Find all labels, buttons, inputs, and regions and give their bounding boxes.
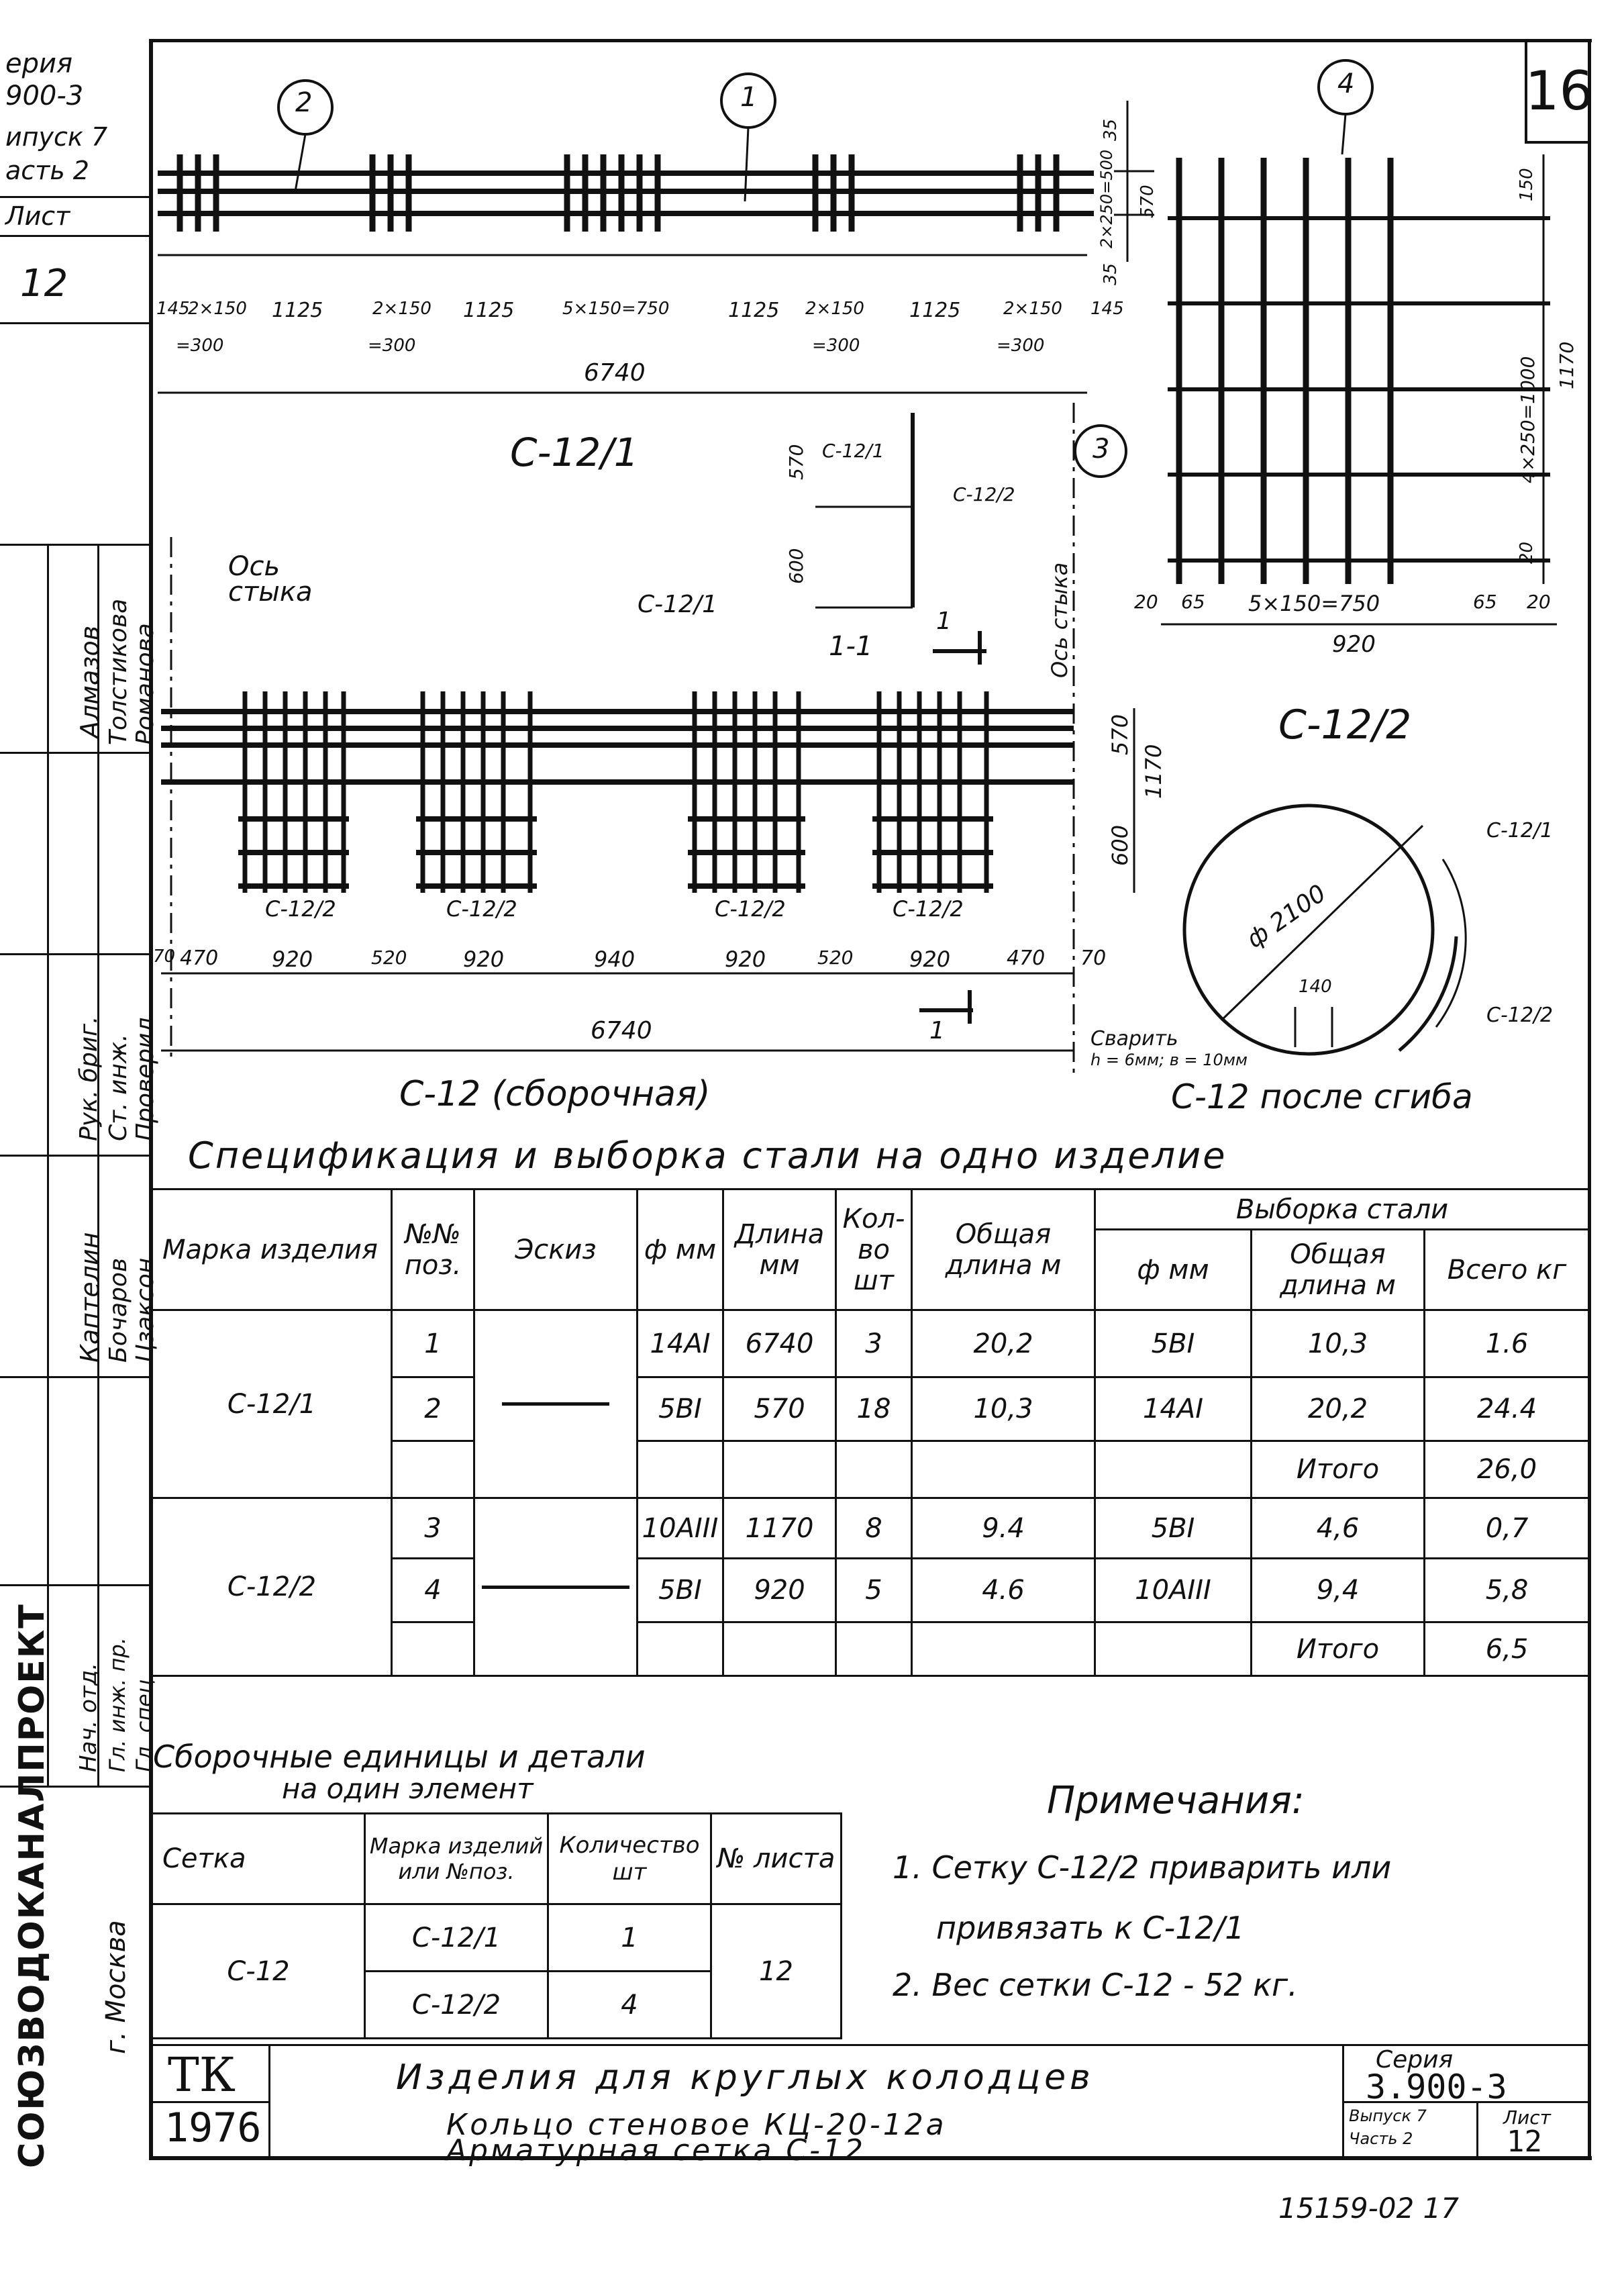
spec-header-sketch: Эскиз (474, 1189, 638, 1310)
spec-cell: 4,6 (1252, 1498, 1425, 1559)
spec-cell: 1 (392, 1310, 474, 1377)
ring-label-b: С-12/2 (1486, 1004, 1554, 1027)
section-label: С-12/2 (953, 483, 1015, 505)
city-label: г. Москва (101, 1920, 132, 2054)
spec-cell: 10,3 (912, 1377, 1095, 1441)
top-right-dim: 2×250=500 (1097, 149, 1116, 248)
role-st-inzh: Ст. инж. (105, 1034, 132, 1141)
spec-cell (1095, 1622, 1252, 1676)
grid-dim: 5×150=750 (1248, 591, 1380, 616)
issue-label: Выпуск 7 (1349, 2106, 1427, 2125)
top-dim: 2×150 (805, 299, 864, 319)
spec-cell (836, 1441, 912, 1498)
spec-header-selection: Выборка стали (1095, 1189, 1590, 1230)
role-gl-spec: Гл. спец. (132, 1672, 157, 1772)
spec-cell: 14АI (1095, 1377, 1252, 1441)
spec-cell: 9,4 (1252, 1559, 1425, 1622)
assembly-title-2: на один элемент (282, 1772, 534, 1805)
label-c12-2: С-12/2 (1278, 701, 1412, 748)
spec-cell: 14АI (638, 1310, 723, 1377)
spec-cell: 2 (392, 1377, 474, 1441)
spec-cell (723, 1441, 836, 1498)
label-c12-1: С-12/1 (510, 430, 639, 475)
mid-dim: 920 (725, 946, 766, 972)
name-romanova: Романова (132, 623, 159, 745)
axis-label-1: Ось стыка (228, 551, 313, 608)
part-label: Часть 2 (1349, 2129, 1413, 2148)
mid-dim: 920 (272, 946, 313, 972)
spec-header-sel-len: Общая длина м (1252, 1230, 1425, 1310)
top-right-dim: 570 (1137, 185, 1158, 218)
top-subdim: =300 (176, 336, 224, 356)
spec-cell: 10,3 (1252, 1310, 1425, 1377)
series-line-1: ерия (5, 48, 73, 79)
section-num: 1 (936, 608, 952, 635)
top-dim: 2×150 (1003, 299, 1062, 319)
notes-title: Примечания: (1047, 1779, 1305, 1823)
grid-total: 920 (1332, 631, 1376, 658)
top-subdim: =300 (368, 336, 416, 356)
title-line-2: Кольцо стеновое КЦ-20-12а (446, 2108, 947, 2142)
assembly-header-set: Сетка (152, 1814, 365, 1904)
callout-4: 4 (1337, 68, 1355, 99)
spec-sketch (474, 1310, 638, 1498)
callout-3: 3 (1093, 434, 1110, 465)
spec-mark: С-12/1 (152, 1310, 392, 1498)
sketch-bar (482, 1586, 629, 1589)
top-dim: 2×150 (188, 299, 247, 319)
top-mesh-elevation (158, 60, 1372, 477)
top-dim: 145 (156, 299, 190, 319)
role-ruk-brig: Рук. бриг. (75, 1016, 103, 1141)
assembly-table (151, 1812, 842, 2039)
spec-cell: 9.4 (912, 1498, 1095, 1559)
mid-label-c12-2: С-12/2 (715, 896, 786, 922)
spec-cell: 10АIII (1095, 1559, 1252, 1622)
spec-table (151, 1188, 1590, 1677)
weld-note: h = 6мм; в = 10мм (1090, 1051, 1248, 1069)
spec-cell: 6740 (723, 1310, 836, 1377)
weld-label: Сварить (1090, 1027, 1178, 1051)
mid-total: 6740 (591, 1017, 652, 1045)
assembly-title-1: Сборочные единицы и детали (153, 1739, 646, 1775)
mid-dim: 520 (817, 946, 854, 969)
mid-label-c12-2: С-12/2 (265, 896, 336, 922)
grid-side-dim: 20 (1517, 541, 1537, 564)
name-kaptelin: Каптелин (75, 1232, 105, 1363)
spec-cell: 920 (723, 1559, 836, 1622)
top-total: 6740 (584, 359, 646, 387)
mid-dim: 470 (1007, 946, 1046, 970)
spec-cell (392, 1441, 474, 1498)
assembly-header-qty: Количество шт (548, 1814, 711, 1904)
spec-cell: 1.6 (1425, 1310, 1590, 1377)
spec-cell: 570 (723, 1377, 836, 1441)
caption-assembly: С-12 (сборочная) (399, 1074, 711, 1114)
spec-header-qty: Кол-во шт (836, 1189, 912, 1310)
name-tolstikova: Толстикова (105, 598, 132, 745)
top-subdim: =300 (997, 336, 1045, 356)
assembly-sheet: 12 (711, 1904, 842, 2039)
title-line-1: Изделия для круглых колодцев (396, 2057, 1095, 2098)
mid-label-c12-1: С-12/1 (638, 591, 717, 618)
spec-header-dia: ф мм (638, 1189, 723, 1310)
top-dim: 145 (1090, 299, 1124, 319)
spec-cell: 5,8 (1425, 1559, 1590, 1622)
sheet-number: 16 (1525, 40, 1591, 144)
role-nach-otd: Нач. отд. (75, 1662, 102, 1772)
spec-total-label: Итого (1252, 1622, 1425, 1676)
top-dim: 1125 (272, 299, 323, 322)
table-row (152, 1904, 842, 1972)
name-izakson: Цзаксон (132, 1257, 159, 1363)
spec-cell: 20,2 (912, 1310, 1095, 1377)
spec-cell: 24.4 (1425, 1377, 1590, 1441)
grid-dim: 20 (1527, 591, 1551, 613)
spec-cell: 5ВI (638, 1559, 723, 1622)
table-row (152, 1310, 1590, 1377)
spec-cell: 5ВI (1095, 1310, 1252, 1377)
assembly-cell: С-12/2 (365, 1972, 548, 2039)
assembly-cell: С-12/1 (365, 1904, 548, 1972)
spec-cell (723, 1622, 836, 1676)
grid-side-dim: 150 (1517, 168, 1537, 201)
section-label: С-12/1 (822, 440, 884, 462)
mid-dim: 470 (180, 946, 219, 970)
sheet-label: Лист (1503, 2106, 1551, 2129)
sheet-value: 12 (1507, 2125, 1542, 2159)
spec-total-value: 6,5 (1425, 1622, 1590, 1676)
series-line-6: 12 (20, 262, 68, 305)
spec-sketch (474, 1498, 638, 1676)
mid-dim: 520 (371, 946, 407, 969)
ring-diameter: ф 2100 (1241, 879, 1331, 954)
spec-cell: 3 (392, 1498, 474, 1559)
spec-cell: 18 (836, 1377, 912, 1441)
callout-1: 1 (740, 82, 758, 113)
sketch-bar (502, 1402, 609, 1406)
spec-header-sel-weight: Всего кг (1425, 1230, 1590, 1310)
spec-cell: 10АIII (638, 1498, 723, 1559)
right-mesh-grid (1161, 154, 1557, 624)
ring-label-a: С-12/1 (1486, 819, 1554, 842)
ring-lap: 140 (1299, 977, 1332, 997)
grid-dim: 65 (1473, 591, 1497, 613)
callout-2: 2 (295, 87, 313, 118)
logo-tk: ТК (168, 2047, 236, 2102)
title-block-divider (1476, 2101, 1478, 2158)
mid-label-c12-2: С-12/2 (446, 896, 517, 922)
spec-cell: 1170 (723, 1498, 836, 1559)
caption-bent: С-12 после сгиба (1171, 1077, 1473, 1116)
top-dim: 1125 (463, 299, 515, 322)
spec-cell: 20,2 (1252, 1377, 1425, 1441)
title-block-divider (268, 2044, 270, 2158)
grid-dim: 20 (1134, 591, 1158, 613)
section-mark: 1 (929, 1017, 945, 1045)
name-almazov: Алмазов (75, 625, 105, 738)
year: 1976 (164, 2104, 262, 2151)
assembly-cell: 1 (548, 1904, 711, 1972)
section-dim: 600 (785, 548, 807, 584)
mid-right-dim: 570 (1107, 714, 1133, 755)
section-title: 1-1 (829, 631, 873, 662)
spec-title: Спецификация и выборка стали на одно изделие (188, 1134, 1227, 1177)
axis-label-2: Ось стыка (1047, 562, 1072, 678)
spec-total-value: 26,0 (1425, 1441, 1590, 1498)
title-block-top (151, 2044, 1590, 2046)
mid-dim: 70 (153, 946, 176, 967)
series-number: 3.900-3 (1366, 2068, 1507, 2106)
grid-side-dim: 4×250=1000 (1517, 356, 1539, 483)
footer-code: 15159-02 17 (1278, 2192, 1460, 2225)
ring-after-bend (1184, 806, 1466, 1054)
mid-dim: 920 (463, 946, 505, 972)
series-line-5: Лист (5, 201, 70, 231)
role-gl-inzh: Гл. инж. пр. (105, 1637, 130, 1772)
top-dim: 2×150 (372, 299, 432, 319)
series-line-4: асть 2 (5, 156, 89, 185)
spec-mark: С-12/2 (152, 1498, 392, 1676)
role-proveril: Проверил (132, 1017, 159, 1141)
note-2: 2. Вес сетки С-12 - 52 кг. (893, 1967, 1298, 2003)
spec-total-label: Итого (1252, 1441, 1425, 1498)
note-1: 1. Сетку С-12/2 приварить или (893, 1849, 1392, 1886)
spec-cell: 0,7 (1425, 1498, 1590, 1559)
spec-cell: 5ВI (1095, 1498, 1252, 1559)
series-line-3: ипуск 7 (5, 122, 108, 152)
spec-cell (392, 1622, 474, 1676)
spec-header-pos: №№ поз. (392, 1189, 474, 1310)
top-subdim: =300 (812, 336, 860, 356)
mid-dim: 940 (594, 946, 636, 972)
table-row (152, 1498, 1590, 1559)
assembly-header-sheet: № листа (711, 1814, 842, 1904)
spec-header-total: Общая длина м (912, 1189, 1095, 1310)
spec-cell: 4.6 (912, 1559, 1095, 1622)
spec-cell: 8 (836, 1498, 912, 1559)
top-dim: 5×150=750 (562, 299, 670, 319)
top-right-dim: 35 (1101, 262, 1121, 285)
spec-cell (638, 1441, 723, 1498)
spec-cell: 4 (392, 1559, 474, 1622)
spec-cell (638, 1622, 723, 1676)
top-dim: 1125 (909, 299, 961, 322)
assembly-set: С-12 (152, 1904, 365, 2039)
spec-cell: 5ВI (638, 1377, 723, 1441)
name-bocharov: Бочаров (105, 1257, 132, 1363)
mid-label-c12-2: С-12/2 (893, 896, 964, 922)
assembly-cell: 4 (548, 1972, 711, 2039)
spec-cell (836, 1622, 912, 1676)
top-dim: 1125 (728, 299, 780, 322)
org-name: СОЮЗВОДОКАНАЛПРОЕКТ (12, 1603, 52, 2168)
assembly-header-mark: Марка изделий или №поз. (365, 1814, 548, 1904)
spec-cell (912, 1441, 1095, 1498)
mid-right-dim: 600 (1107, 824, 1133, 866)
grid-dim: 65 (1181, 591, 1205, 613)
spec-cell: 3 (836, 1310, 912, 1377)
mid-right-dim: 1170 (1141, 744, 1166, 799)
series-line-2: 900-3 (5, 81, 84, 111)
spec-header-sel-dia: ф мм (1095, 1230, 1252, 1310)
series-label: Серия (1376, 2046, 1454, 2074)
spec-cell (912, 1622, 1095, 1676)
mid-dim: 70 (1080, 946, 1107, 970)
top-right-dim: 35 (1101, 118, 1121, 141)
spec-cell (1095, 1441, 1252, 1498)
note-1-cont: привязать к С-12/1 (936, 1910, 1245, 1946)
grid-side-dim: 1170 (1556, 341, 1578, 389)
section-dim: 570 (785, 444, 807, 480)
spec-header-mark: Марка изделия (152, 1189, 392, 1310)
mid-dim: 920 (909, 946, 951, 972)
spec-cell: 5 (836, 1559, 912, 1622)
spec-header-length: Длина мм (723, 1189, 836, 1310)
title-line-3: Арматурная сетка С-12 (446, 2133, 866, 2168)
